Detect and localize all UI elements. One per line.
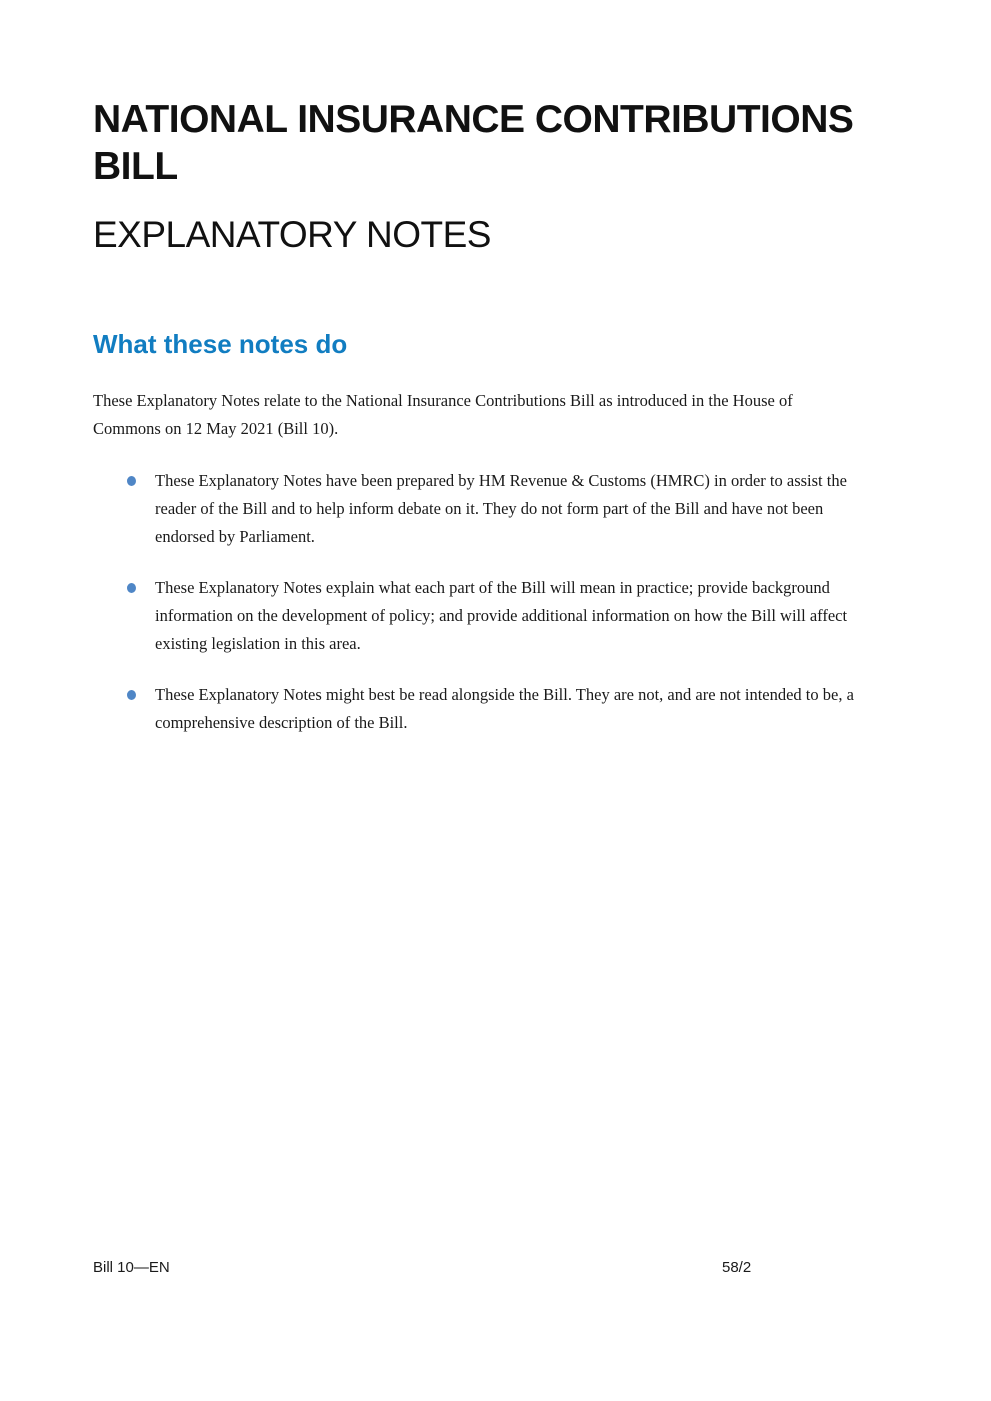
footer-page-ref: 58/2 (722, 1259, 752, 1276)
bullet-item (93, 681, 863, 737)
bullet-dot-icon (127, 476, 136, 486)
footer-bill-number: Bill 10—EN (93, 1259, 170, 1276)
document-title (93, 96, 898, 190)
bullet-list (93, 467, 898, 737)
bullet-item (93, 467, 863, 551)
intro-paragraph: These Explanatory Notes relate to the National Insurance Contributions Bill as introduced in the House of Commons on 12 May 2021 (Bill 10). (93, 391, 793, 438)
document-subtitle: EXPLANATORY NOTES (93, 214, 491, 255)
bullet-dot-icon (127, 583, 136, 593)
bullet-dot-icon (127, 690, 136, 700)
section-heading: What these notes do (93, 329, 348, 359)
bullet-item (93, 574, 863, 658)
document-title-line-1: NATIONAL INSURANCE CONTRIBUTIONS (93, 98, 854, 141)
document-title-line-2: BILL (93, 145, 178, 188)
bullet-text: These Explanatory Notes might best be read alongside the Bill. They are not, and are not intended to be, a comprehensive description of the Bill. (155, 685, 854, 732)
bullet-text: These Explanatory Notes have been prepared by HM Revenue & Customs (HMRC) in order to assist the reader of the Bill and to help inform debate on it. They do not form part of the Bill and have not been endorsed by Parliament. (155, 471, 847, 546)
bullet-text: These Explanatory Notes explain what each part of the Bill will mean in practice; provide background information on the development of policy; and provide additional information on how the Bill will affect existing legislation in this area. (155, 578, 848, 653)
